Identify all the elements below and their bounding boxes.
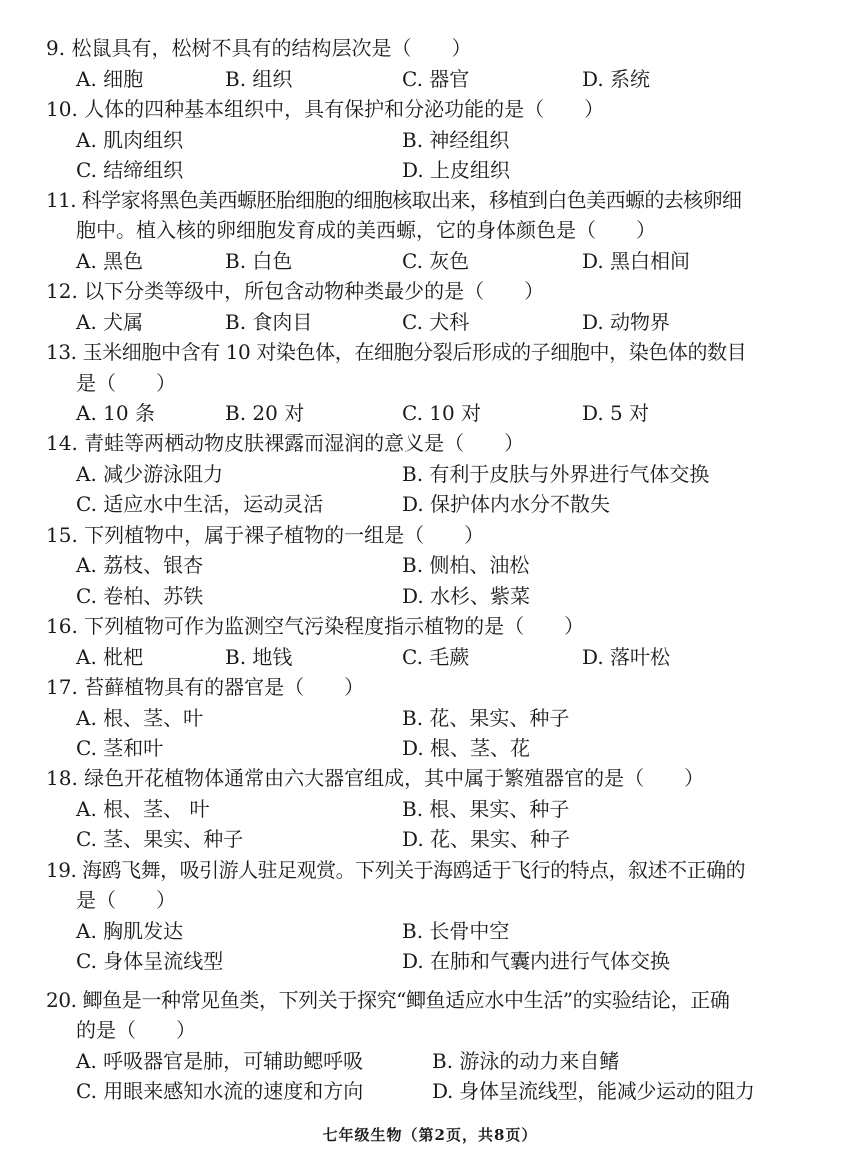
question-13-option-b: B. 20 对 [225,401,305,425]
question-16-option-d: D. 落叶松 [582,645,671,669]
question-19-option-b: B. 长骨中空 [402,919,510,943]
question-17-option-a: A. 根、茎、叶 [76,706,204,730]
question-14-option-a: A. 减少游泳阻力 [76,462,224,486]
question-10-option-d: D. 上皮组织 [402,158,511,182]
question-17-stem: 17. 苔藓植物具有的器官是（ ） [46,675,365,699]
question-11-option-a: A. 黑色 [76,249,144,273]
question-9-option-c: C. 器官 [402,67,470,91]
question-15-option-c: C. 卷柏、苏铁 [76,584,204,608]
question-11-stem-line-2: 胞中。植入核的卵细胞发育成的美西螈，它的身体颜色是（ ） [76,218,656,242]
question-20-option-d: D. 身体呈流线型，能减少运动的阻力 [432,1079,755,1103]
question-10-option-c: C. 结缔组织 [76,158,184,182]
question-19-option-a: A. 胸肌发达 [76,919,184,943]
question-14-option-c: C. 适应水中生活，运动灵活 [76,492,324,516]
question-15-stem: 15. 下列植物中，属于裸子植物的一组是（ ） [46,523,485,547]
question-20-option-b: B. 游泳的动力来自鳍 [432,1049,620,1073]
question-18-option-b: B. 根、果实、种子 [402,797,570,821]
question-11-option-d: D. 黑白相间 [582,249,691,273]
question-13-stem-line-1: 13. 玉米细胞中含有 10 对染色体，在细胞分裂后形成的子细胞中，染色体的数目 [46,340,747,364]
page-footer: 七年级生物（第2页，共8页） [322,1126,538,1144]
question-9-option-d: D. 系统 [582,67,651,91]
question-9-stem: 9. 松鼠具有，松树不具有的结构层次是（ ） [46,36,472,60]
question-13-option-c: C. 10 对 [402,401,482,425]
question-20-stem-line-1: 20. 鲫鱼是一种常见鱼类，下列关于探究“鲫鱼适应水中生活”的实验结论，正确 [46,988,730,1012]
question-11-stem-line-1: 11. 科学家将黑色美西螈胚胎细胞的细胞核取出来，移植到白色美西螈的去核卵细 [46,188,742,212]
question-12-option-b: B. 食肉目 [225,310,313,334]
question-15-option-d: D. 水杉、紫菜 [402,584,531,608]
question-18-stem: 18. 绿色开花植物体通常由六大器官组成，其中属于繁殖器官的是（ ） [46,766,705,790]
question-19-option-c: C. 身体呈流线型 [76,949,224,973]
question-16-option-b: B. 地钱 [225,645,293,669]
question-19-stem-line-1: 19. 海鸥飞舞，吸引游人驻足观赏。下列关于海鸥适于飞行的特点，叙述不正确的 [46,858,746,882]
question-13-stem-line-2: 是（ ） [76,371,176,395]
question-20-stem-line-2: 的是（ ） [76,1018,196,1042]
question-17-option-c: C. 茎和叶 [76,736,164,760]
question-18-option-d: D. 花、果实、种子 [402,827,571,851]
question-16-option-a: A. 枇杷 [76,645,144,669]
question-10-stem: 10. 人体的四种基本组织中，具有保护和分泌功能的是（ ） [46,97,605,121]
question-18-option-c: C. 茎、果实、种子 [76,827,244,851]
question-13-option-d: D. 5 对 [582,401,650,425]
question-9-option-a: A. 细胞 [76,67,144,91]
question-20-option-a: A. 呼吸器官是肺，可辅助鳃呼吸 [76,1049,364,1073]
question-17-option-d: D. 根、茎、花 [402,736,531,760]
question-14-option-b: B. 有利于皮肤与外界进行气体交换 [402,462,710,486]
question-11-option-b: B. 白色 [225,249,293,273]
question-14-stem: 14. 青蛙等两栖动物皮肤裸露而湿润的意义是（ ） [46,431,525,455]
question-12-stem: 12. 以下分类等级中，所包含动物种类最少的是（ ） [46,279,545,303]
question-15-option-a: A. 荔枝、银杏 [76,553,204,577]
question-9-option-b: B. 组织 [225,67,293,91]
question-16-option-c: C. 毛蕨 [402,645,470,669]
question-19-stem-line-2: 是（ ） [76,888,176,912]
question-12-option-c: C. 犬科 [402,310,470,334]
question-17-option-b: B. 花、果实、种子 [402,706,570,730]
question-18-option-a: A. 根、茎、 叶 [76,797,210,821]
question-10-option-a: A. 肌肉组织 [76,128,184,152]
question-16-stem: 16. 下列植物可作为监测空气污染程度指示植物的是（ ） [46,614,585,638]
question-13-option-a: A. 10 条 [76,401,155,425]
question-12-option-a: A. 犬属 [76,310,144,334]
question-10-option-b: B. 神经组织 [402,128,510,152]
question-12-option-d: D. 动物界 [582,310,671,334]
question-11-option-c: C. 灰色 [402,249,470,273]
question-19-option-d: D. 在肺和气囊内进行气体交换 [402,949,671,973]
question-14-option-d: D. 保护体内水分不散失 [402,492,611,516]
question-15-option-b: B. 侧柏、油松 [402,553,530,577]
question-20-option-c: C. 用眼来感知水流的速度和方向 [76,1079,364,1103]
